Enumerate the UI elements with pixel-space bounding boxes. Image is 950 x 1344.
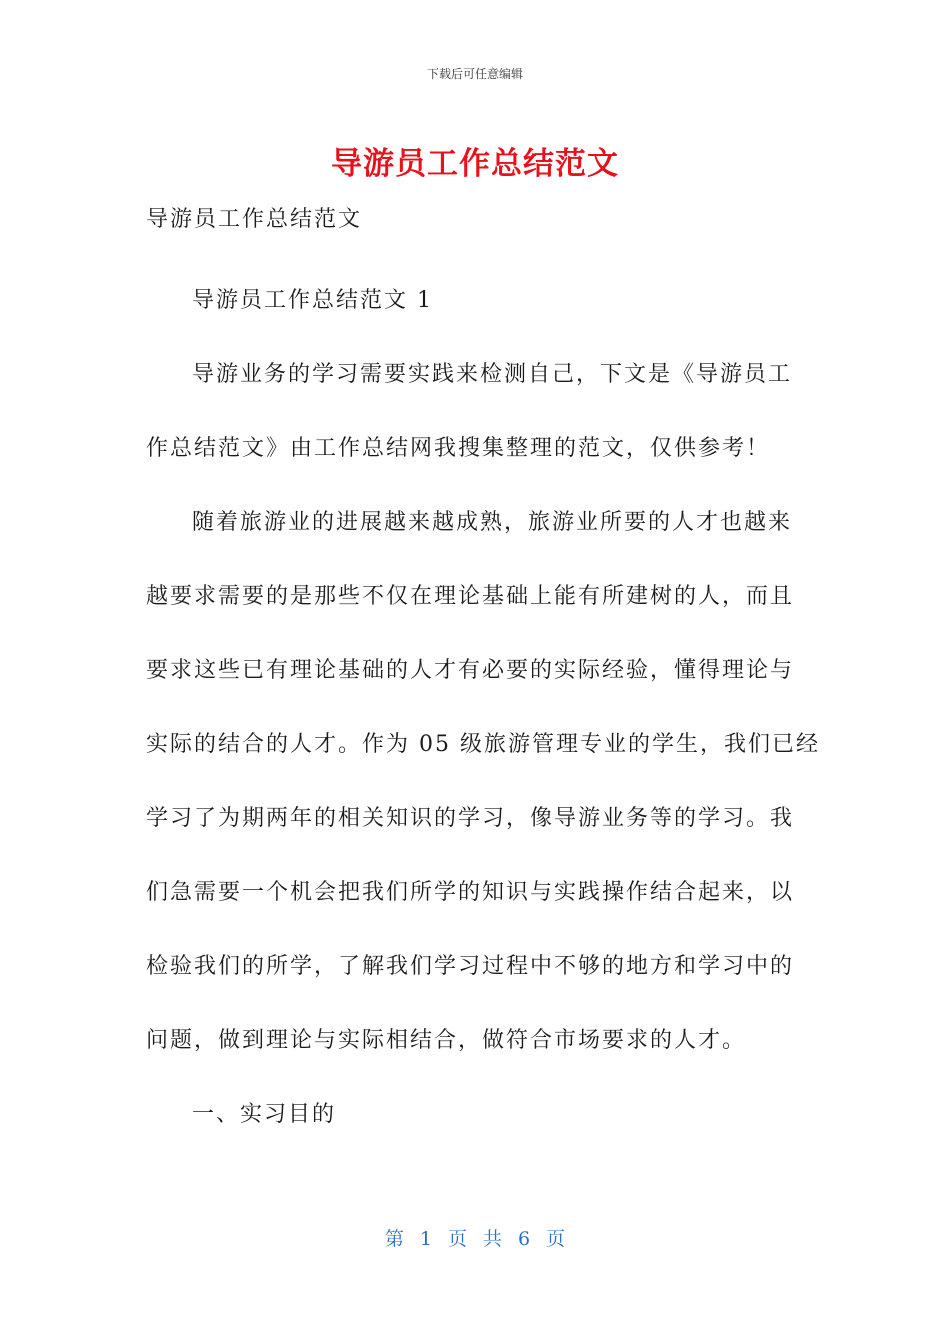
paragraph-line: 们急需要一个机会把我们所学的知识与实践操作结合起来，以 <box>146 880 795 905</box>
paragraph-line: 越要求需要的是那些不仅在理论基础上能有所建树的人，而且 <box>146 584 795 609</box>
paragraph-line: 实际的结合的人才。作为 05 级旅游管理专业的学生，我们已经 <box>146 732 820 757</box>
paragraph-line: 导游业务的学习需要实践来检测自己，下文是《导游员工 <box>192 362 793 387</box>
paragraph-line: 要求这些已有理论基础的人才有必要的实际经验，懂得理论与 <box>146 658 795 683</box>
section-heading: 导游员工作总结范文 1 <box>192 288 433 313</box>
page-header-note: 下载后可任意编辑 <box>426 67 523 81</box>
document-subtitle: 导游员工作总结范文 <box>146 207 363 232</box>
paragraph-line: 随着旅游业的进展越来越成熟，旅游业所要的人才也越来 <box>192 510 793 535</box>
document-body <box>146 264 820 1152</box>
page-number-footer: 第 1 页 共 6 页 <box>384 1228 566 1250</box>
paragraph-line: 作总结范文》由工作总结网我搜集整理的范文，仅供参考！ <box>146 436 771 461</box>
section-heading-objective: 一、实习目的 <box>192 1102 337 1127</box>
paragraph-line: 检验我们的所学，了解我们学习过程中不够的地方和学习中的 <box>146 954 795 979</box>
document-title: 导游员工作总结范文 <box>331 146 619 182</box>
paragraph-line: 问题，做到理论与实际相结合，做符合市场要求的人才。 <box>146 1028 747 1053</box>
paragraph-line: 学习了为期两年的相关知识的学习，像导游业务等的学习。我 <box>146 806 795 831</box>
